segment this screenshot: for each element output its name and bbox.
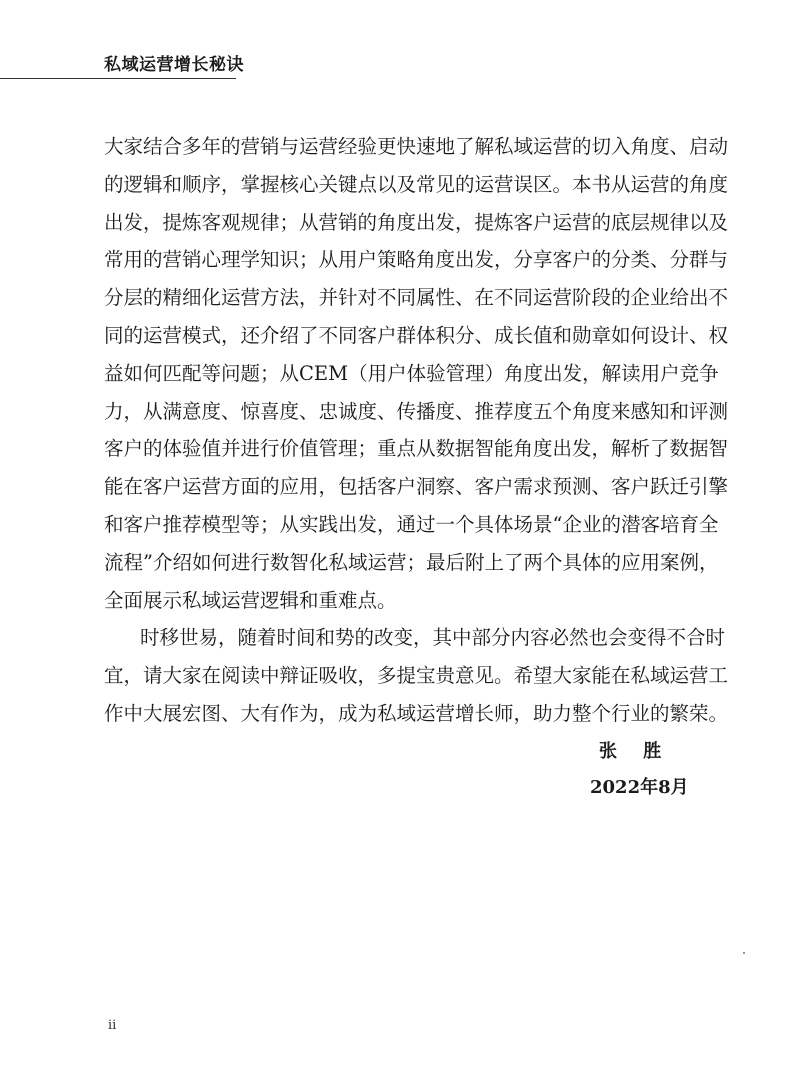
header-rule	[0, 78, 236, 79]
text-line: 和客户推荐模型等；从实践出发，通过一个具体场景“企业的潜客培育全	[104, 512, 719, 536]
paragraph-first-line: 时移世易，随着时间和势的改变，其中部分内容必然也会变得不合时	[140, 626, 726, 650]
text-line: 同的运营模式，还介绍了不同客户群体积分、成长值和勋章如何设计、权	[104, 323, 729, 347]
text-line: 大家结合多年的营销与运营经验更快速地了解私域运营的切入角度、启动	[104, 135, 729, 158]
print-speck	[743, 952, 745, 954]
page-number: ii	[108, 1018, 117, 1033]
text-line: 的逻辑和顺序，掌握核心关键点以及常见的运营误区。本书从运营的角度	[104, 172, 729, 196]
text-line: 能在客户运营方面的应用，包括客户洞察、客户需求预测、客户跃迁引擎	[104, 475, 729, 499]
author-signature: 张 胜	[599, 741, 672, 762]
text-line: 客户的体验值并进行价值管理；重点从数据智能角度出发，解析了数据智	[104, 437, 729, 461]
text-line: 宜，请大家在阅读中辩证吸收，多提宝贵意见。希望大家能在私域运营工	[104, 664, 729, 688]
signature-date: 2022年8月	[590, 777, 689, 798]
text-line: 流程”介绍如何进行数智化私域运营；最后附上了两个具体的应用案例，	[104, 550, 719, 574]
text-line: 力，从满意度、惊喜度、忠诚度、传播度、推荐度五个角度来感知和评测	[104, 399, 729, 423]
running-title: 私域运营增长秘诀	[104, 55, 244, 75]
text-line: 出发，提炼客观规律；从营销的角度出发，提炼客户运营的底层规律以及	[104, 210, 729, 234]
text-line: 常用的营销心理学知识；从用户策略角度出发，分享客户的分类、分群与	[104, 248, 729, 272]
text-line: 分层的精细化运营方法，并针对不同属性、在不同运营阶段的企业给出不	[104, 286, 729, 310]
text-line: 益如何匹配等问题；从CEM（用户体验管理）角度出发，解读用户竞争	[104, 361, 719, 385]
running-header	[0, 42, 244, 82]
text-line: 全面展示私域运营逻辑和重难点。	[104, 588, 397, 612]
body-text	[104, 128, 729, 733]
text-line: 作中大展宏图、大有作为，成为私域运营增长师，助力整个行业的繁荣。	[104, 701, 729, 725]
